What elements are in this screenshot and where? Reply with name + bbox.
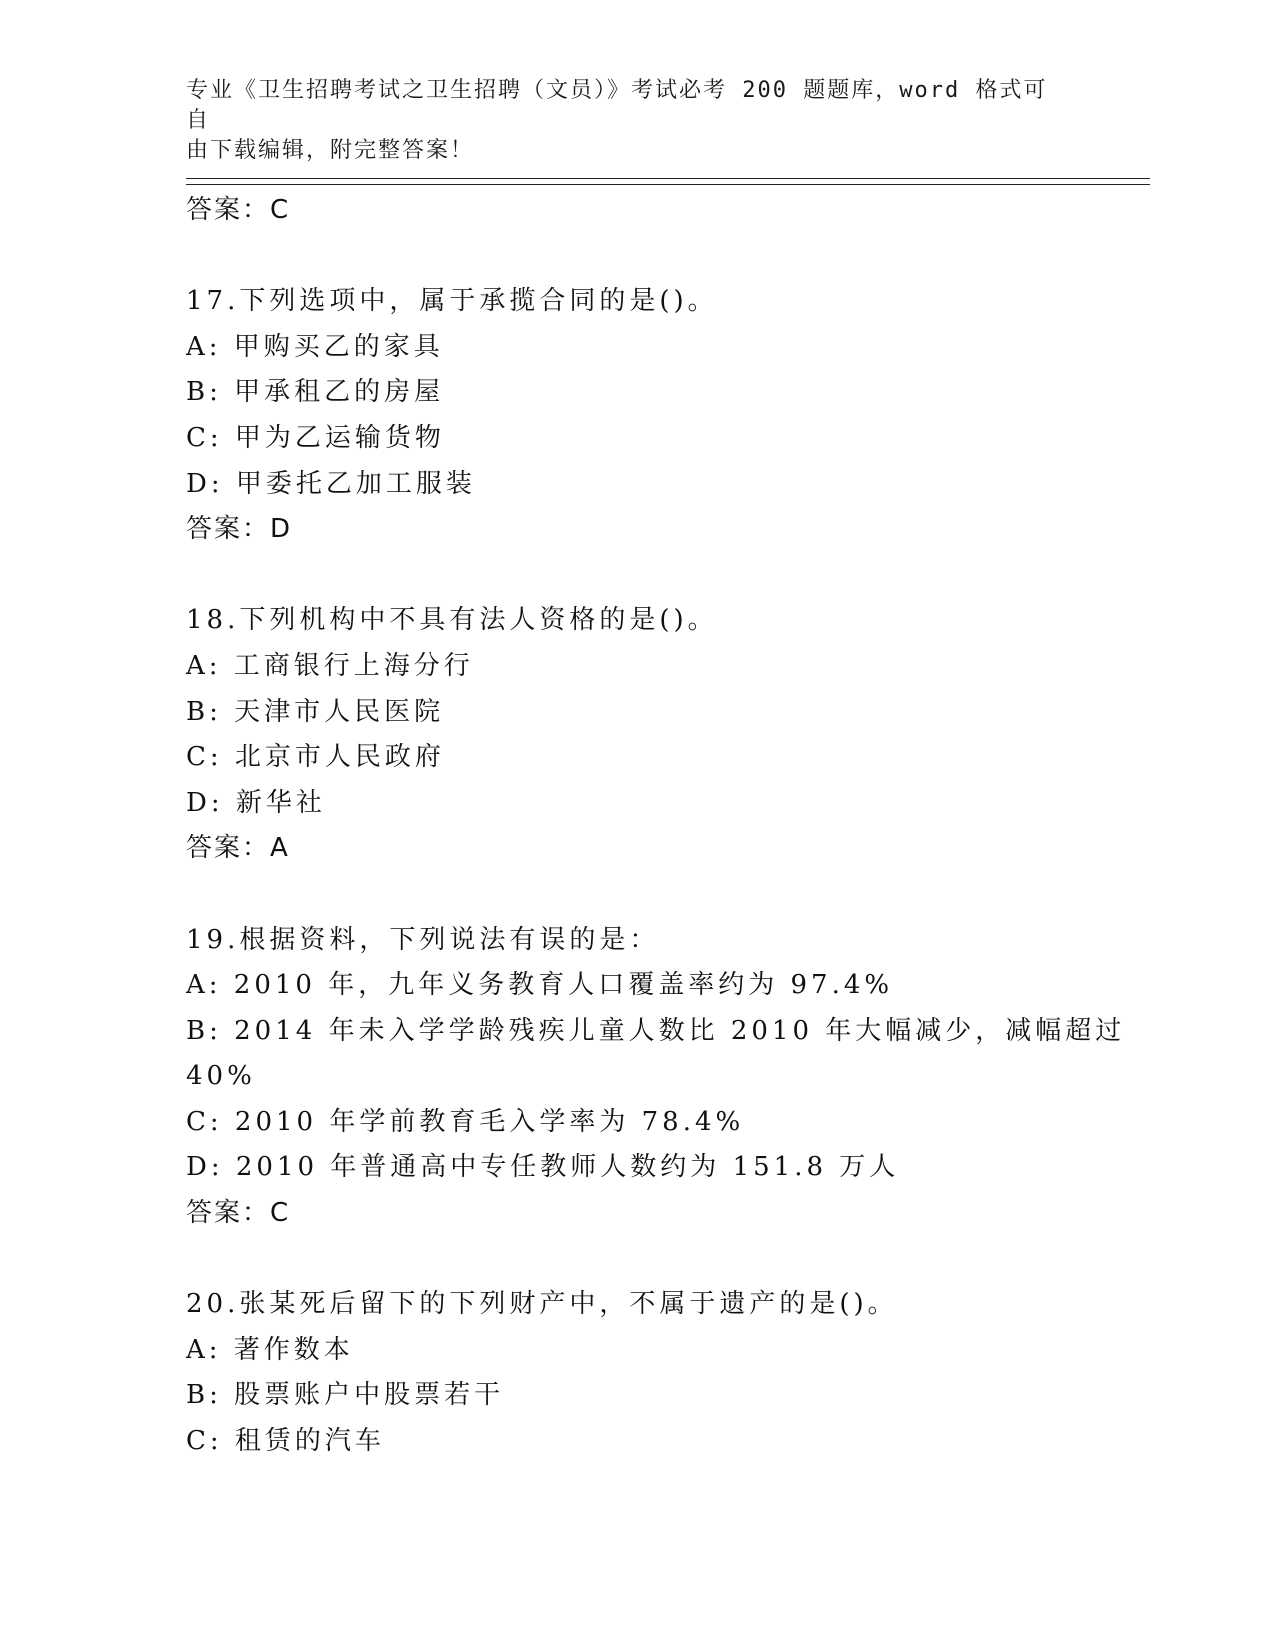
question-list <box>186 188 1150 1465</box>
question-block-20 <box>186 1282 1150 1464</box>
option-17-b: B: 甲承租乙的房屋 <box>186 377 445 408</box>
question-block-17 <box>186 279 1150 553</box>
question-20: 20.张某死后留下的下列财产中，不属于遗产的是()。 <box>186 1289 898 1320</box>
option-17-c: C: 甲为乙运输货物 <box>186 422 445 453</box>
question-19: 19.根据资料，下列说法有误的是： <box>186 924 660 955</box>
option-20-a: A: 著作数本 <box>186 1334 354 1365</box>
option-19-b-continued: 40% <box>186 1061 256 1092</box>
option-17-a: A: 甲购买乙的家具 <box>186 331 444 362</box>
header-divider-top <box>186 178 1150 179</box>
option-19-c: C: 2010 年学前教育毛入学率为 78.4% <box>186 1106 745 1137</box>
option-18-b: B: 天津市人民医院 <box>186 696 445 727</box>
document-header <box>186 76 1066 166</box>
option-19-d: D: 2010 年普通高中专任教师人数约为 151.8 万人 <box>186 1152 900 1183</box>
answer-18: 答案：A <box>186 833 290 864</box>
option-17-d: D: 甲委托乙加工服装 <box>186 468 476 499</box>
answer-19: 答案：C <box>186 1198 291 1229</box>
question-block-18 <box>186 598 1150 872</box>
option-19-b: B: 2014 年未入学学龄残疾儿童人数比 2010 年大幅减少，减幅超过 <box>186 1015 1126 1046</box>
question-18: 18.下列机构中不具有法人资格的是()。 <box>186 605 718 636</box>
header-line-1: 专业《卫生招聘考试之卫生招聘（文员）》考试必考 200 题题库，word 格式可自 <box>186 78 1048 133</box>
question-block-19 <box>186 918 1150 1237</box>
answer-17: 答案：D <box>186 514 293 545</box>
question-17: 17.下列选项中，属于承揽合同的是()。 <box>186 286 718 317</box>
option-18-a: A: 工商银行上海分行 <box>186 650 474 681</box>
answer-16: 答案：C <box>186 195 291 225</box>
header-divider-bottom <box>186 184 1150 185</box>
option-19-a: A: 2010 年，九年义务教育人口覆盖率约为 97.4% <box>186 970 894 1001</box>
option-20-b: B: 股票账户中股票若干 <box>186 1380 505 1411</box>
option-18-d: D: 新华社 <box>186 787 326 818</box>
option-20-c: C: 租赁的汽车 <box>186 1426 385 1457</box>
option-18-c: C: 北京市人民政府 <box>186 742 445 773</box>
header-line-2: 由下载编辑，附完整答案！ <box>186 138 475 163</box>
